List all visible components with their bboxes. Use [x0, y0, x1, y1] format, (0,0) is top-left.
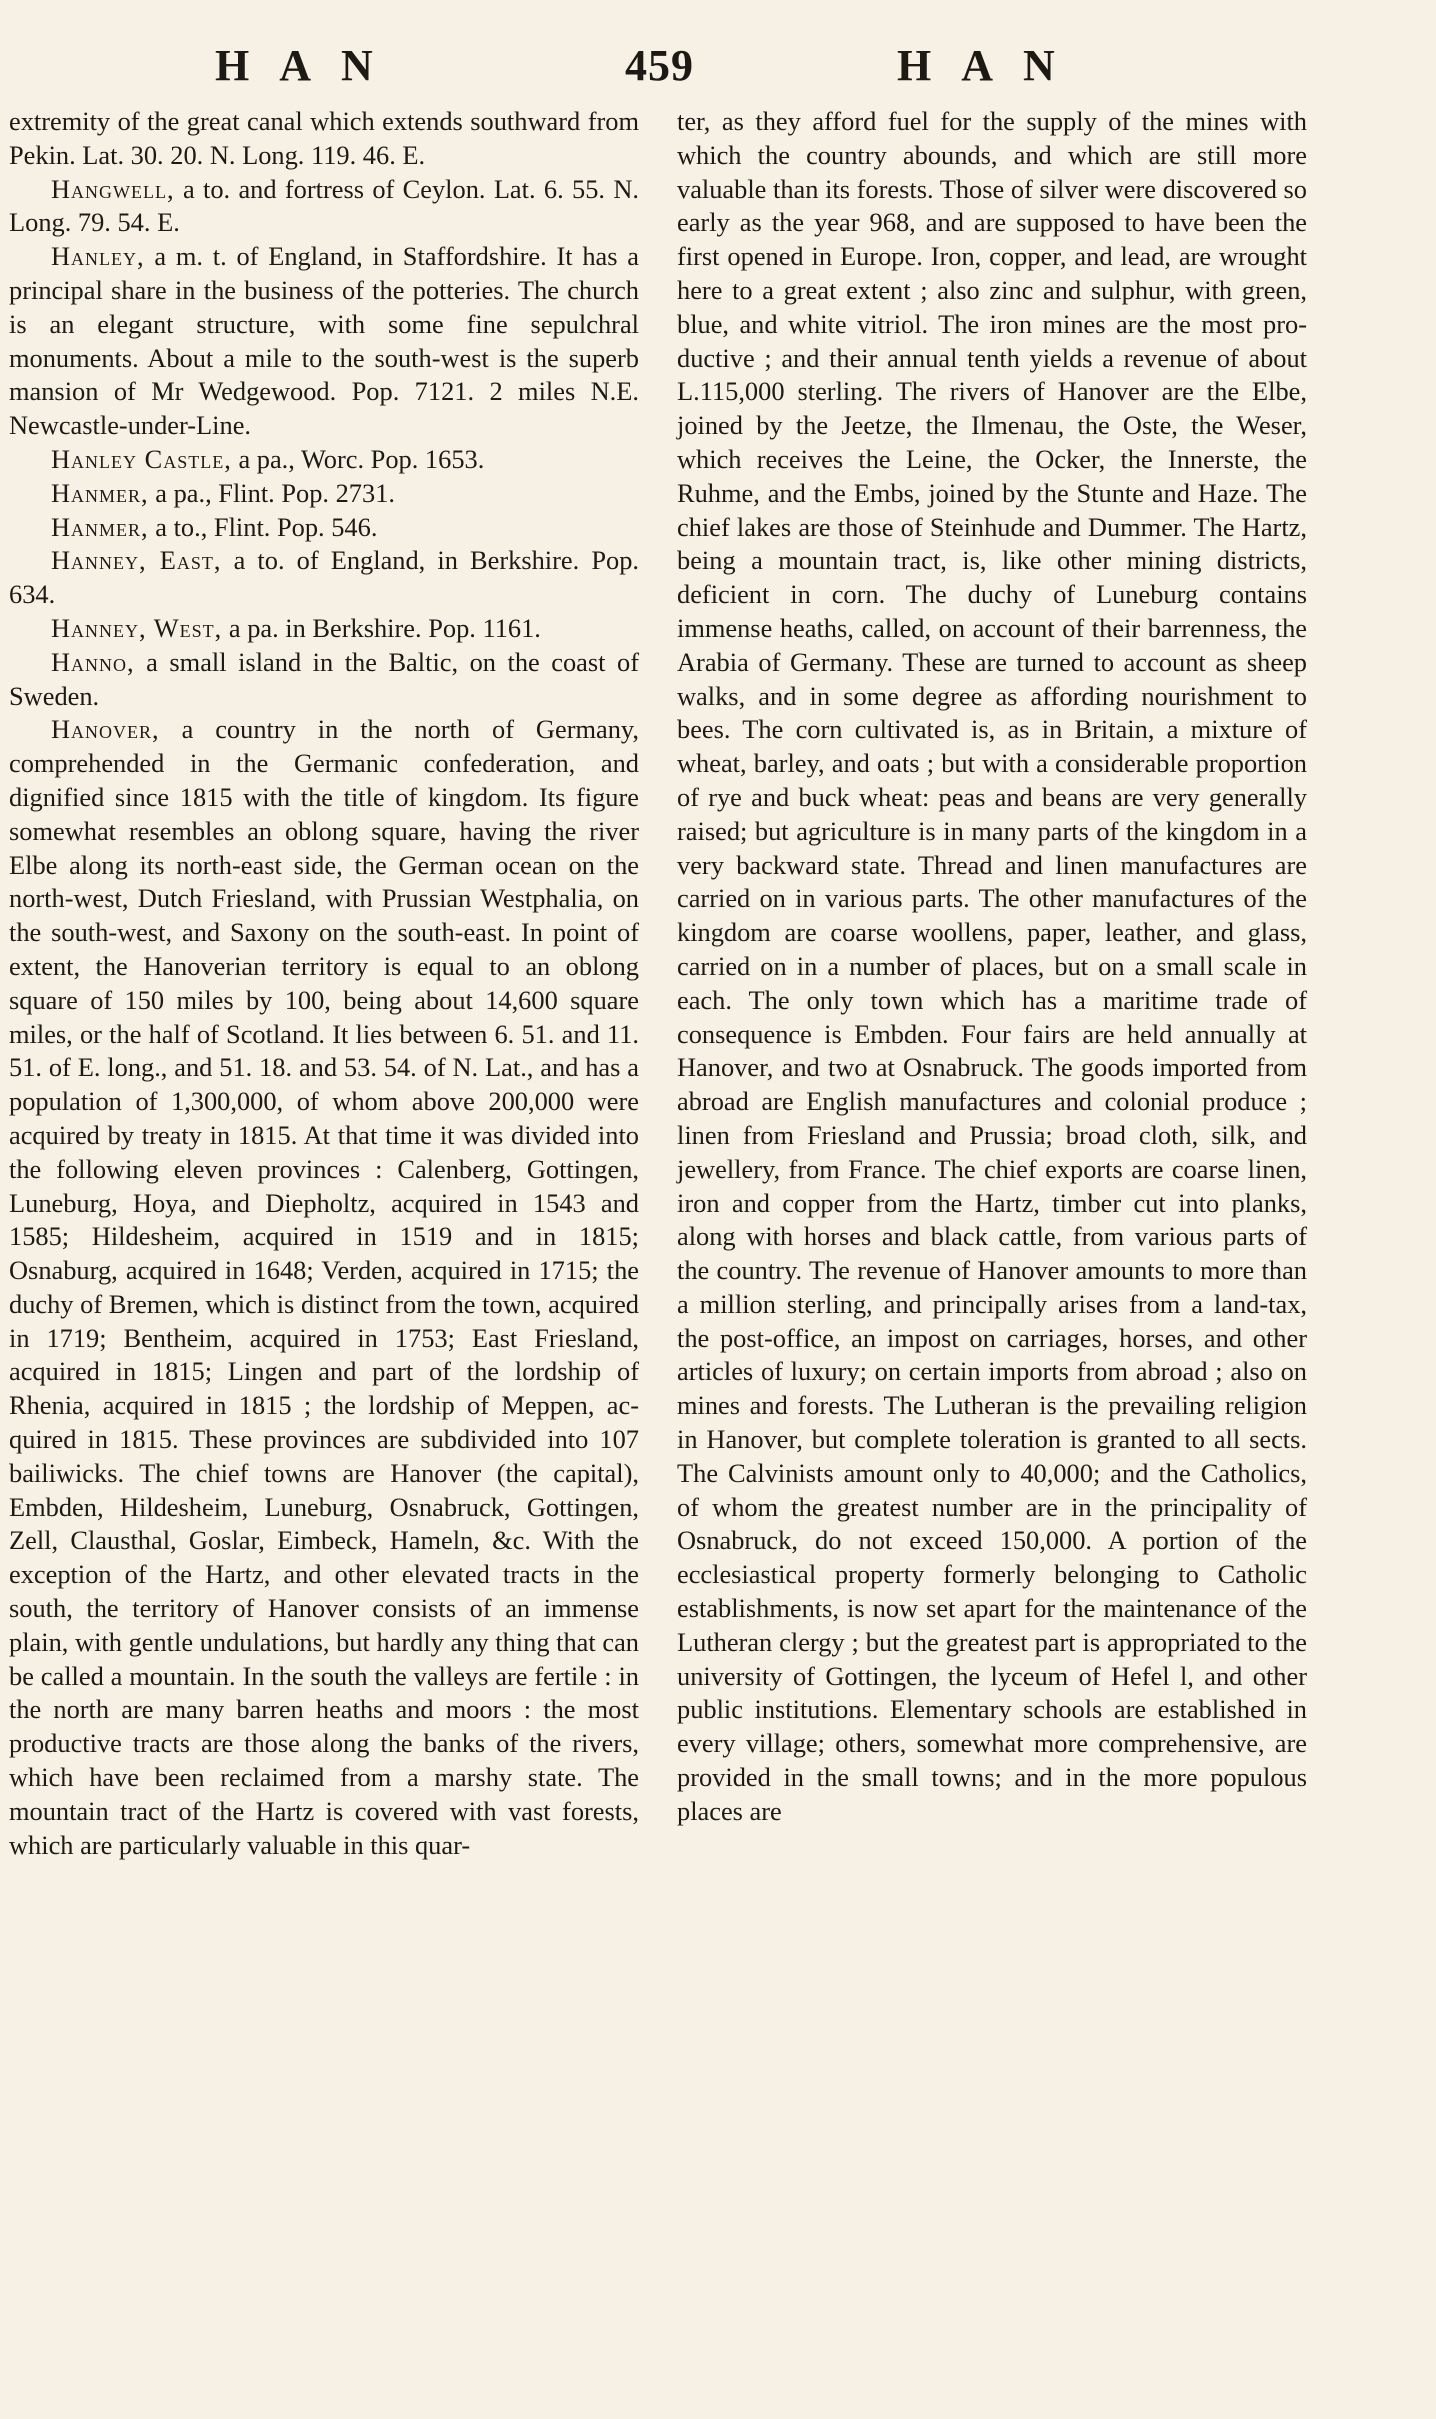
entry-text: a country in the north of Germany, comprehended in the Germanic confederation, and dignified since 1815 with the title of kingdom. Its figure somewhat resembles an oblong square, having the river Elbe along its north-east side, the German ocean on the north-west, Dutch Friesland, with Prussian Westphalia, on the south-west, and Saxony on the south-east. In point of extent, the Hanoverian territory is equal to an oblong square of 150 miles by 100, being about 14,600 square miles, or the half of Scotland. It lies between 6. 51. and 11. 51. of E. long., and 51. 18. and 53. 54. of N. Lat., and has a population of 1,300,000, of whom above 200,000 were acquired by treaty in 1815. At that time it was divided into the following eleven provinces : Calenberg, Gottingen, Luneburg, Hoya, and Diepholtz, acquired in 1543 and 1585; Hildesheim, acquired in 1519 and in 1815; Osnaburg, acquired in 1648; Verden, acquired in 1715; the duchy of Bremen, which is distinct from the town, acquired in 1719; Bentheim, acquired in 1753; East Friesland, acquired in 1815; Lingen and part of the lordship of Rhenia, acquired in 1815 ; the lordship of Meppen, acquired in 1815. These provinces are subdivided into 107 bailiwicks. The chief towns are Hanover (the capital), Embden, Hildesheim, Luneburg, Osnabruck, Gottingen, Zell, Clausthal, Goslar, Eimbeck, Hameln, &c. With the exception of the Hartz, and other elevated tracts in the south, the territory of Hanover consists of an immense plain, with gentle undulations, but hardly any thing that can be called a mountain. In the south the valleys are fertile : in the north are many barren heaths and moors : the most productive tracts are those along the banks of the rivers, which have been reclaimed from a marshy state. The mountain tract of the Hartz is covered with vast forests, which are particularly valuable in this quar-	[9, 714, 639, 1860]
entry-hanney-east	[9, 544, 639, 612]
entry-hanover	[9, 713, 639, 1862]
entry-headword: Hanmer,	[51, 511, 149, 542]
entry-headword: Hanley,	[51, 241, 145, 272]
entry-hanover-continued	[677, 105, 1307, 1829]
entry-text: a to. and fortress of Ceylon. Lat. 6. 55. N. Long. 79. 54. E.	[9, 173, 639, 238]
entry-hanmer-pa	[9, 477, 639, 511]
page-number: 459	[625, 41, 694, 90]
entry-text: ter, as they afford fuel for the supply of the mines with which the country abounds, and which are still more valuable than its forests. Those of silver were discovered so early as the year 968, and are supposed to have been the first opened in Europe. Iron, copper, and lead, are wrought here to a great extent ; also zinc and sulphur, with green, blue, and white vitriol. The iron mines are the most productive ; and their annual tenth yields a revenue of about L.115,000 sterling. The rivers of Hanover are the Elbe, joined by the Jeetze, the Ilmenau, the Oste, the Weser, which receives the Leine, the Ocker, the Innerste, the Ruhme, and the Embs, joined by the Stunte and Haze. The chief lakes are those of Steinhude and Dummer. The Hartz, being a mountain tract, is, like other mining districts, deficient in corn. The duchy of Luneburg contains immense heaths, called, on account of their barrenness, the Arabia of Germany. These are turned to account as sheep walks, and in some degree as affording nourishment to bees. The corn cultivated is, as in Britain, a mixture of wheat, barley, and oats ; but with a considerable proportion of rye and buck wheat: peas and beans are very generally raised; but agriculture is in many parts of the kingdom in a very backward state. Thread and linen manufactures are carried on in various parts. The other manufactures of the kingdom are coarse woollens, paper, leather, and glass, carried on in a number of places, but on a small scale in each. The only town which has a maritime trade of consequence is Embden. Four fairs are held annually at Hanover, and two at Osnabruck. The goods imported from abroad are English manufactures and colonial produce ; linen from Friesland and Prussia; broad cloth, silk, and jewellery, from France. The chief exports are coarse linen, iron and copper from the Hartz, timber cut into planks, along with horses and black cattle, from various parts of the country. The revenue of Hanover amounts to more than a million sterling, and principally arises from a land-tax, the post-office, an impost on carriages, horses, and other articles of luxury; on certain imports from abroad ; also on mines and forests. The Lutheran is the prevailing religion in Hanover, but complete toleration is granted to all sects. The Calvinists amount only to 40,000; and the Catholics, of whom the greatest number are in the principality of Osnabruck, do not exceed 150,000. A portion of the ecclesiastical property formerly belonging to Catholic establishments, is now set apart for the maintenance of the Lutheran clergy ; but the greatest part is appropriated to the university of Gottingen, the lyceum of Hefel l, and other public institutions. Elementary schools are established in every village; others, somewhat more comprehensive, are provided in the small towns; and in the more populous places are	[677, 106, 1307, 1826]
entry-headword: Hangwell,	[51, 173, 175, 204]
entry-text: a to., Flint. Pop. 546.	[148, 511, 378, 542]
entry-text: a m. t. of England, in Staffordshire. It has a principal share in the business of the potteries. The church is an elegant structure, with some fine sepulchral monuments. About a mile to the south-west is the superb mansion of Mr Wedgewood. Pop. 7121. 2 miles N.E. Newcastle-under-Line.	[9, 241, 639, 441]
entry-headword: Hanno,	[51, 646, 135, 677]
left-column	[9, 105, 639, 1862]
entry-headword: Hanover,	[51, 714, 160, 745]
entry-text: a pa., Flint. Pop. 2731.	[148, 477, 395, 508]
header-right-word: HAN	[897, 41, 1085, 90]
running-header	[0, 40, 1436, 100]
entry-text: a small island in the Baltic, on the coast of Sweden.	[9, 646, 639, 711]
entry-headword: Hanney, East,	[51, 545, 222, 576]
entry-hanmer-to	[9, 511, 639, 545]
entry-hanley	[9, 240, 639, 443]
entry-text: a to. of England, in Berkshire. Pop. 634.	[9, 545, 639, 610]
entry-text: a pa., Worc. Pop. 1653.	[231, 443, 485, 474]
entry-continuation	[9, 105, 639, 173]
entry-hanno	[9, 646, 639, 714]
entry-headword: Hanley Castle,	[51, 443, 232, 474]
entry-text: extremity of the great canal which extends southward from Pekin. Lat. 30. 20. N. Long. 119. 46. E.	[9, 106, 639, 170]
entry-hanley-castle	[9, 443, 639, 477]
entry-headword: Hanney, West,	[51, 612, 223, 643]
entry-hanney-west	[9, 612, 639, 646]
right-column	[677, 105, 1307, 1829]
header-left-word: HAN	[215, 41, 403, 90]
entry-headword: Hanmer,	[51, 477, 149, 508]
entry-hangwell	[9, 173, 639, 241]
entry-text: a pa. in Berkshire. Pop. 1161.	[222, 612, 541, 643]
